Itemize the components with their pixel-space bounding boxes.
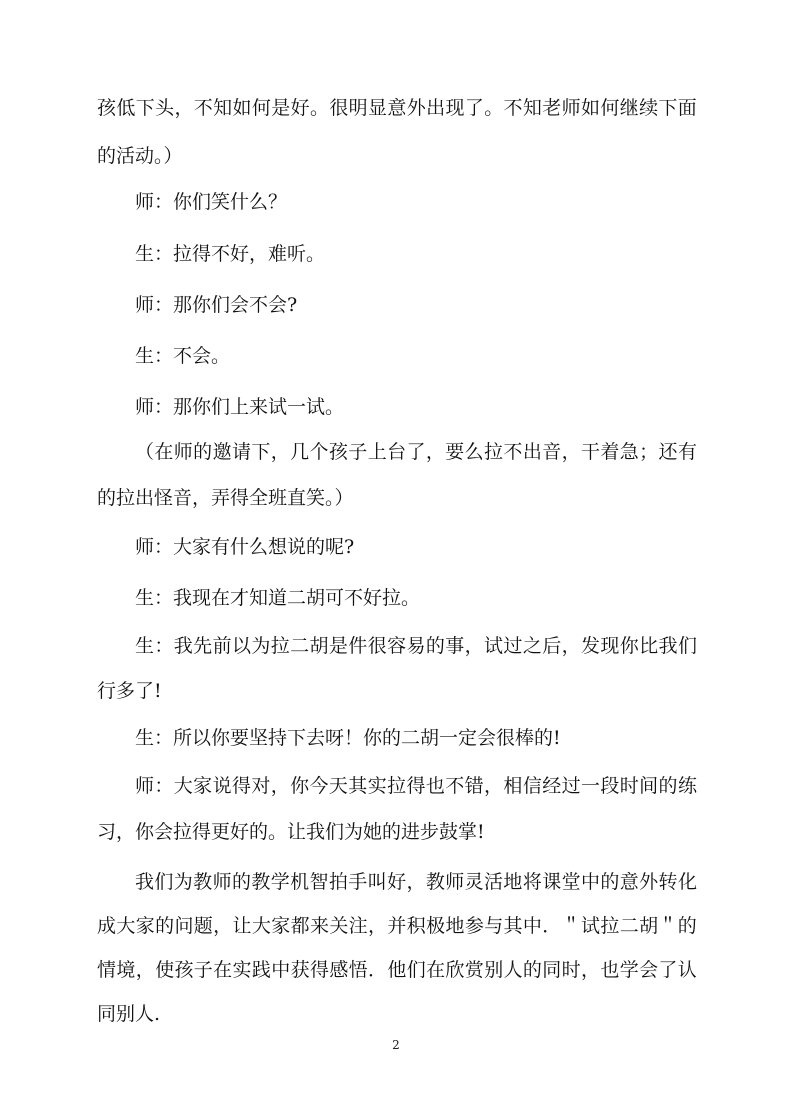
dialogue-line: 师 ： 大 家 说 得 对 ， 你 今 天 其 实 拉 得 也 不 错 ， 相 信 经 过 一 段 时 间 的 练 [135, 775, 697, 797]
dialogue-line: 生：所以你要坚持下去呀！你的二胡一定会很棒的! [135, 727, 561, 749]
page-number: 2 [392, 1038, 400, 1052]
paragraph-line: （ 在 师 的 邀 请 下 ， 几 个 孩 子 上 台 了 ， 要 么 拉 不 出 音 ， 干 着 急 ； 还 有 [135, 441, 697, 463]
dialogue-line: 师：那你们会不会? [135, 294, 298, 316]
dialogue-line: 师：那你们上来试一试。 [135, 396, 345, 418]
dialogue-line: 行多了! [97, 680, 162, 702]
paragraph-line: 成 大 家 的 问 题 ， 让 大 家 都 来 关 注 ， 并 积 极 地 参 与 其 中 ． ＂ 试 拉 二 胡 ＂ 的 [97, 915, 697, 937]
paragraph-line: 我 们 为 教 师 的 教 学 机 智 拍 手 叫 好 ， 教 师 灵 活 地 将 课 堂 中 的 意 外 转 化 [135, 871, 697, 893]
paragraph-line: 的活动。） [97, 145, 183, 167]
dialogue-line: 生：拉得不好，难听。 [135, 243, 326, 265]
dialogue-line: 生：不会。 [135, 345, 231, 367]
paragraph-line: 孩 低 下 头 ， 不 知 如 何 是 好 。 很 明 显 意 外 出 现 了 。 不 知 老 师 如 何 继 续 下 面 [97, 97, 697, 119]
paragraph-line: 的拉出怪音，弄得全班直笑。） [97, 487, 354, 509]
dialogue-line: 师：你们笑什么？ [135, 191, 288, 213]
paragraph-line: 同别人. [97, 1003, 161, 1025]
dialogue-line: 习，你会拉得更好的。让我们为她的进步鼓掌! [97, 821, 485, 843]
dialogue-line: 生 ： 我 先 前 以 为 拉 二 胡 是 件 很 容 易 的 事 ， 试 过 之 后 ， 发 现 你 比 我 们 [135, 635, 697, 657]
dialogue-line: 生：我现在才知道二胡可不好拉。 [135, 587, 421, 609]
dialogue-line: 师：大家有什么想说的呢? [135, 536, 355, 558]
paragraph-line: 情 境 ， 使 孩 子 在 实 践 中 获 得 感 悟 ． 他 们 在 欣 赏 别 人 的 同 时 ， 也 学 会 了 认 [97, 959, 697, 981]
